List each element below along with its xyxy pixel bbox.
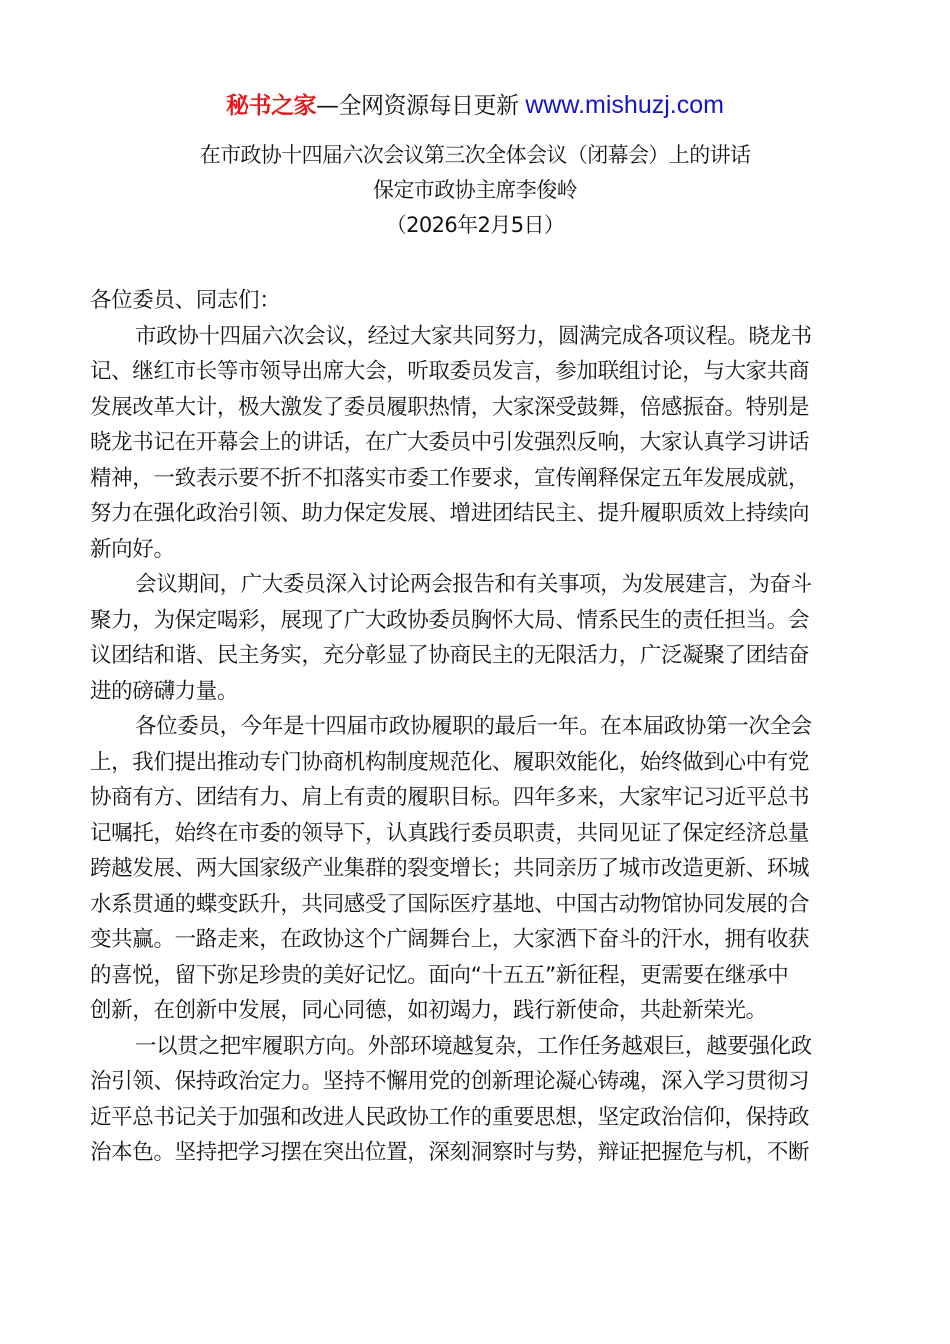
paragraph: [90, 1029, 865, 1171]
paragraph-line: 努力在强化政治引领、助力保定发展、增进团结民主、提升履职质效上持续向: [90, 501, 810, 526]
site-url-link[interactable]: www.mishuzj.com: [525, 91, 724, 119]
document-title: 在市政协十四届六次会议第三次全体会议（闭幕会）上的讲话: [199, 143, 751, 167]
paragraph-line: 各位委员，今年是十四届市政协履职的最后一年。在本届政协第一次全会: [135, 714, 812, 739]
paragraph-line: 市政协十四届六次会议，经过大家共同努力，圆满完成各项议程。晓龙书: [135, 323, 812, 349]
paragraph: [90, 567, 865, 709]
paragraph-line: 创新，在创新中发展，同心同德，如初竭力，践行新使命，共赴新荣光。: [90, 998, 767, 1023]
paragraph-line: 会议期间，广大委员深入讨论两会报告和有关事项，为发展建言，为奋斗: [135, 572, 812, 597]
banner-tagline: 全网资源每日更新: [338, 93, 526, 119]
salutation: 各位委员、同志们：: [90, 288, 281, 313]
speaker-line: 保定市政协主席李俊岭: [373, 178, 577, 202]
paragraph-line: 发展改革大计，极大激发了委员履职热情，大家深受鼓舞，倍感振奋。特别是: [90, 394, 810, 420]
brand-name: 秘书之家: [226, 93, 317, 119]
paragraph-line: 一以贯之把牢履职方向。外部环境越复杂，工作任务越艰巨，越要强化政: [135, 1033, 812, 1059]
site-banner: [0, 88, 950, 123]
paragraph-line: 进的磅礴力量。: [90, 678, 239, 704]
paragraph-line: 跨越发展、两大国家级产业集群的裂变增长；共同亲历了城市改造更新、环城: [90, 856, 810, 881]
speech-body: [90, 283, 865, 1171]
paragraph-line: 晓龙书记在开幕会上的讲话，在广大委员中引发强烈反响，大家认真学习讲话: [90, 430, 810, 455]
paragraph-line: 记、继红市长等市领导出席大会，听取委员发言，参加联组讨论，与大家共商: [90, 359, 810, 384]
paragraph-line: 水系贯通的蝶变跃升，共同感受了国际医疗基地、中国古动物馆协同发展的合: [90, 891, 810, 917]
paragraph-line: 新向好。: [90, 536, 175, 562]
paragraph-line: 治本色。坚持把学习摆在突出位置，深刻洞察时与势，辩证把握危与机，不断: [90, 1140, 810, 1165]
paragraph-list: [90, 319, 865, 1171]
paragraph-line: 聚力，为保定喝彩，展现了广大政协委员胸怀大局、情系民生的责任担当。会: [90, 607, 810, 633]
paragraph-line: 的喜悦，留下弥足珍贵的美好记忆。面向“十五五”新征程，更需要在继承中: [90, 962, 789, 988]
paragraph: [90, 709, 865, 1029]
paragraph-line: 记嘱托，始终在市委的领导下，认真践行委员职责，共同见证了保定经济总量: [90, 820, 810, 846]
paragraph-line: 议团结和谐、民主务实，充分彰显了协商民主的无限活力，广泛凝聚了团结奋: [90, 643, 810, 668]
paragraph-line: 精神，一致表示要不折不扣落实市委工作要求，宣传阐释保定五年发展成就，: [90, 465, 810, 491]
paragraph-line: 变共赢。一路走来，在政协这个广阔舞台上，大家洒下奋斗的汗水，拥有收获: [90, 927, 810, 952]
paragraph-line: 上，我们提出推动专门协商机构制度规范化、履职效能化，始终做到心中有党: [90, 749, 810, 775]
date-line: （2026年2月5日）: [385, 213, 565, 237]
paragraph-line: 近平总书记关于加强和改进人民政协工作的重要思想，坚定政治信仰，保持政: [90, 1104, 810, 1130]
paragraph: [90, 319, 865, 568]
banner-dash: —: [316, 93, 339, 119]
document-header: [0, 138, 950, 243]
paragraph-line: 协商有方、团结有力、肩上有责的履职目标。四年多来，大家牢记习近平总书: [90, 785, 810, 810]
paragraph-line: 治引领、保持政治定力。坚持不懈用党的创新理论凝心铸魂，深入学习贯彻习: [90, 1069, 810, 1094]
